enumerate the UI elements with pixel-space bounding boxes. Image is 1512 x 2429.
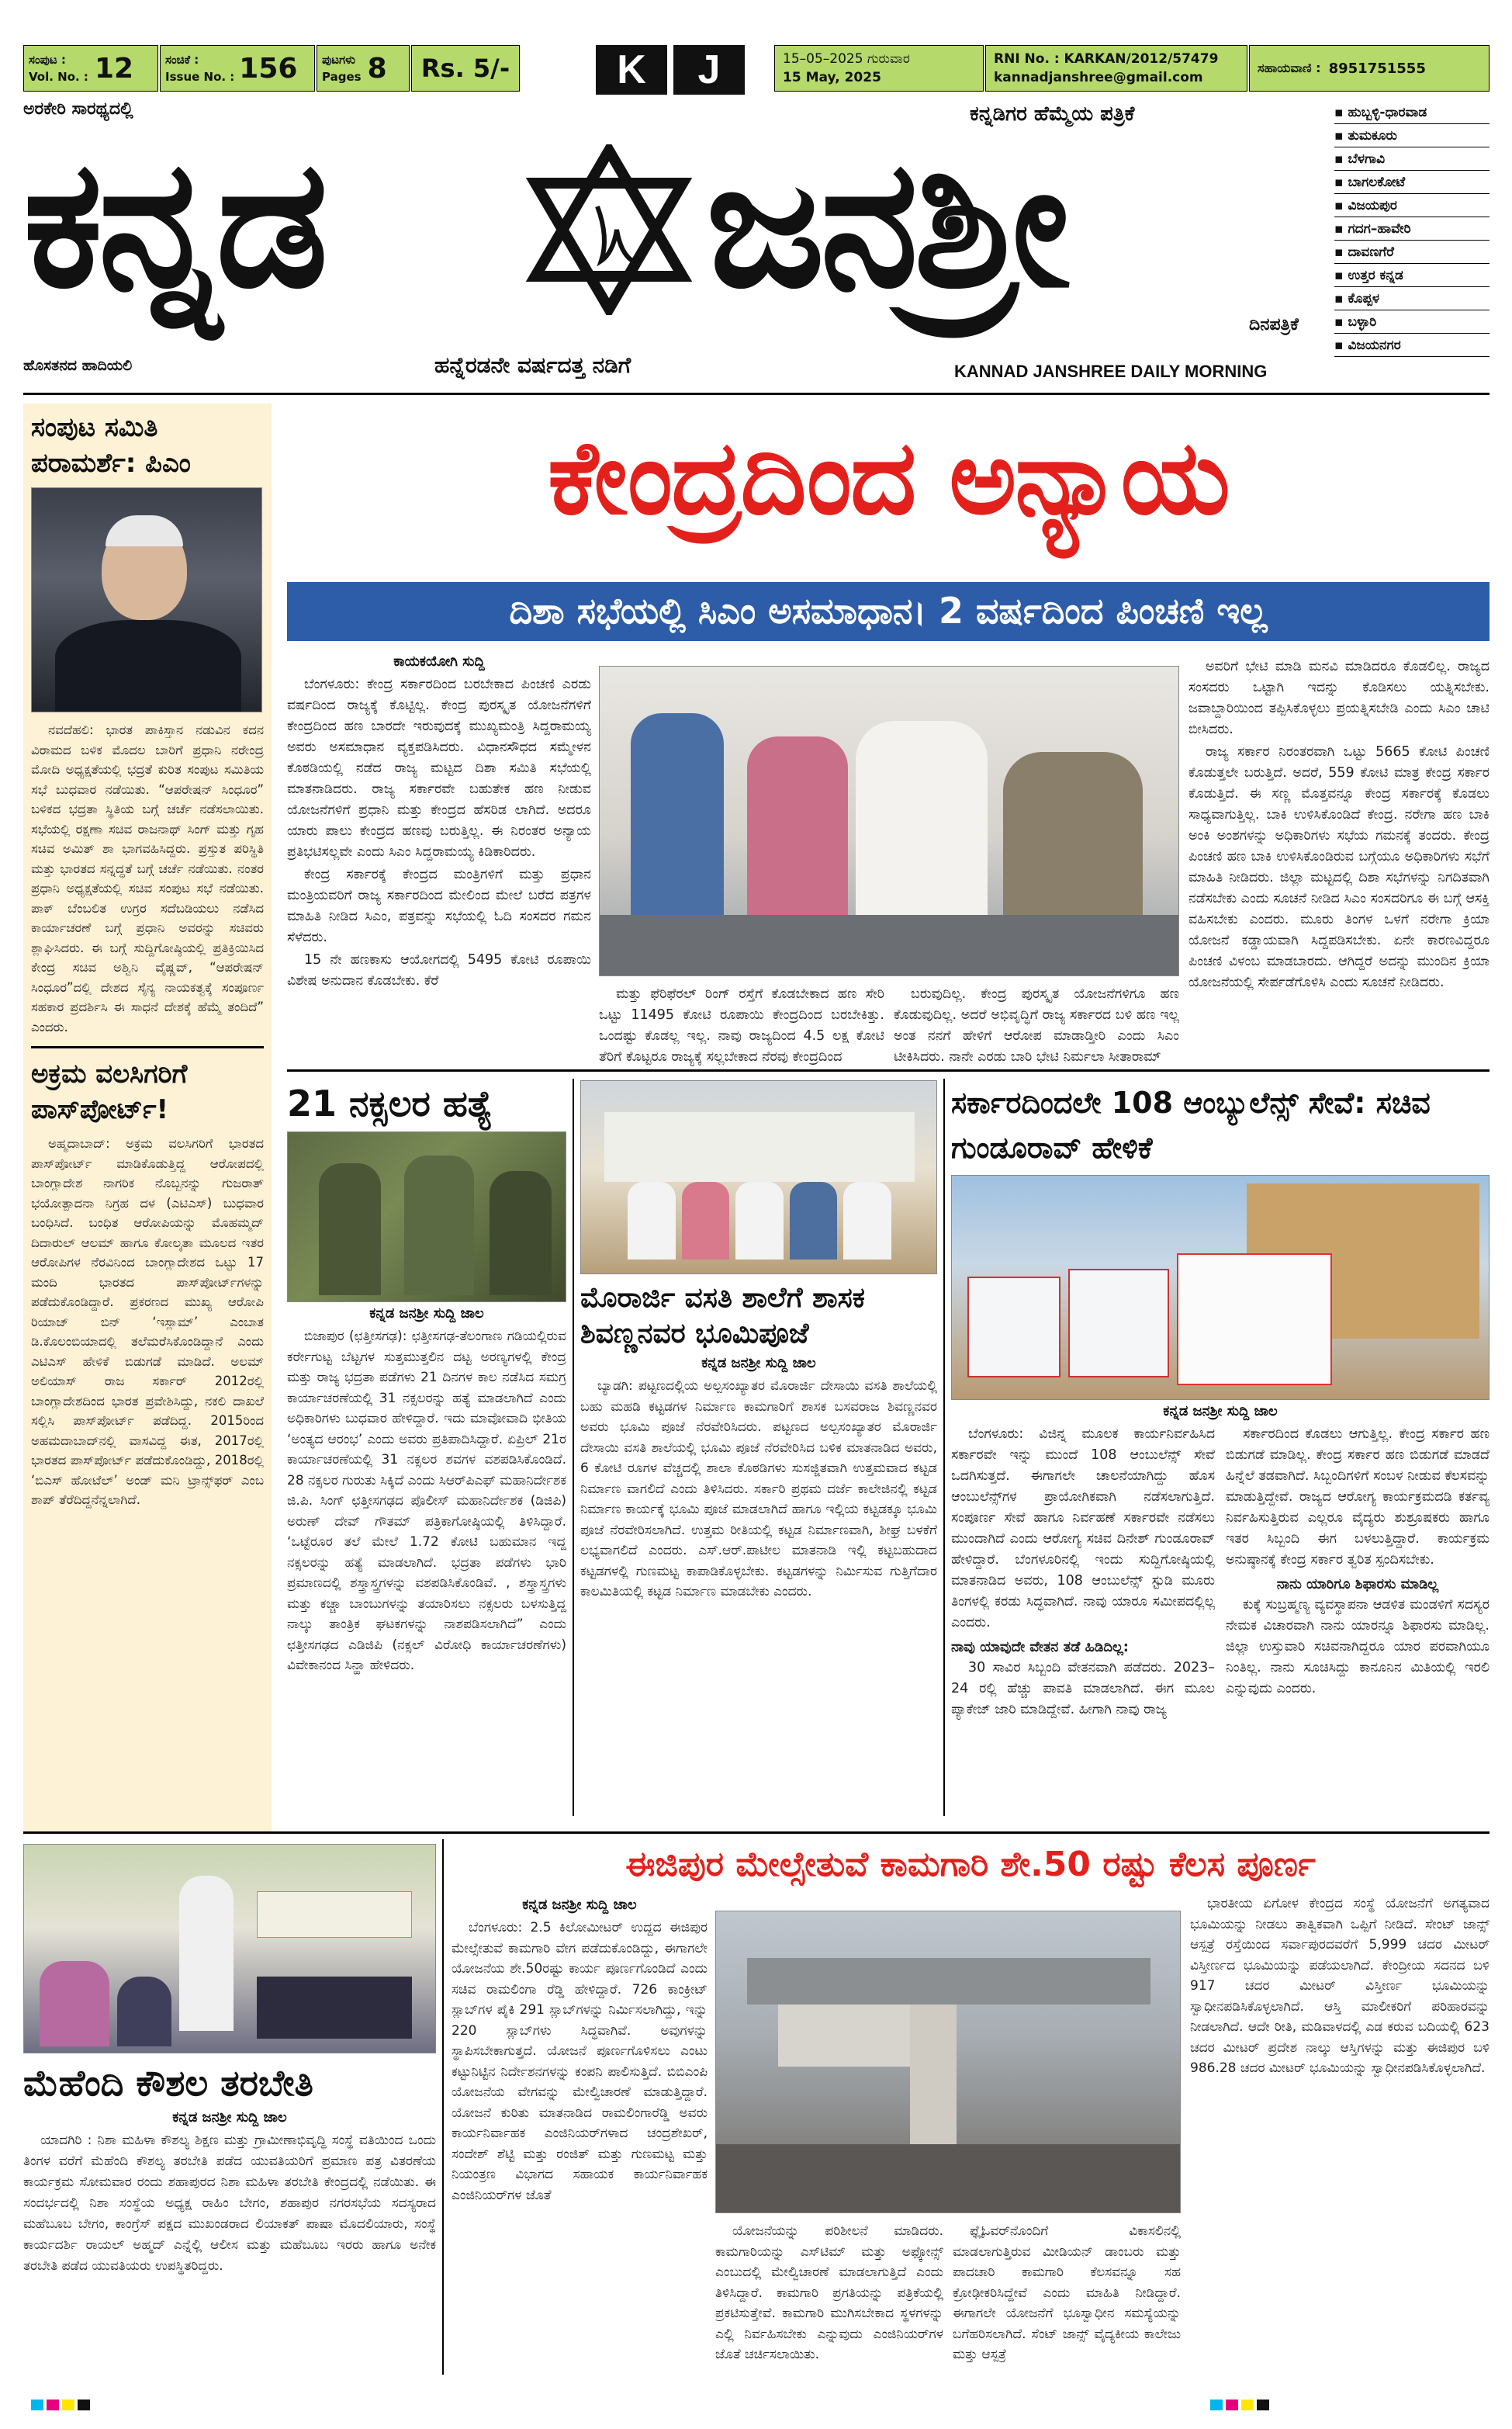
ambulance-para-3: ಸರ್ಕಾರದಿಂದ ಕೊಡಲು ಆಗುತ್ತಿಲ್ಲ. ಕೇಂದ್ರ ಸರ್ಕಾರ ಹಣ ಬಿಡುಗಡೆ ಮಾಡಿಲ್ಲ. ಕೇಂದ್ರ ಸರ್ಕಾರ ಹಣ ಬಿಡುಗಡೆ ಮಾಡದೆ ಹಿನ್ನೆಲೆ ತಡವಾಗಿದೆ. ಸಿಬ್ಬಂದಿಗಳಿಗೆ ಸಂಬಳ ನೀಡುವ ಕೆಲಸವನ್ನು ಮಾಡುತ್ತಿದ್ದೇವೆ. ರಾಜ್ಯದ ಆರೋಗ್ಯ ಕಾರ್ಯಕ್ರಮದಡಿ ಕರ್ತವ್ಯ ನಿರ್ವಹಿಸುತ್ತಿರುವ ಎಲ್ಲರೂ ವೈದ್ಯರು ಶುಶ್ರೂಷಕರು ಹಾಗೂ ಇತರ ಸಿಬ್ಬಂದಿ ಈಗ ಬಳಲುತ್ತಿದ್ದಾರೆ. ಕಾರ್ಯಕ್ರಮ ಅನುಷ್ಠಾನಕ್ಕೆ ಕೇಂದ್ರ ಸರ್ಕಾರ ತ್ವರಿತ ಸ್ಪಂದಿಸಬೇಕು.	[1226, 1426, 1490, 1568]
morarji-story	[580, 1080, 937, 1603]
morarji-divider	[943, 1079, 945, 1816]
edition-item: ▪ ಬಳ್ಳಾರಿ	[1334, 310, 1490, 334]
flyover-title: ಈಜಿಪುರ ಮೇಲ್ಸೇತುವೆ ಕಾಮಗಾರಿ ಶೇ.50 ರಷ್ಟು ಕೆಲಸ ಪೂರ್ಣ	[625, 1845, 1316, 1884]
edition-item: ▪ ತುಮಕೂರು	[1334, 124, 1490, 147]
lead-rule	[287, 1069, 1490, 1072]
price: Rs. 5/-	[420, 54, 510, 83]
lead-col2a: ಮತ್ತು ಫೆರಿಫೆರಲ್ ರಿಂಗ್ ರಸ್ತೆಗೆ ಕೊಡಬೇಕಾದ ಹಣ ಸೇರಿ ಒಟ್ಟು 11495 ಕೋಟಿ ರೂಪಾಯಿ ಕೇಂದ್ರದಿಂದ ಬರಬೇಕಿತ್ತು. ಒಂದಷ್ಟು ಕೊಡಲ್ಲ ಇಲ್ಲ. ನಾವು ರಾಜ್ಯದಿಂದ 4.5 ಲಕ್ಷ ಕೋಟಿ ತೆರಿಗೆ ಕೊಟ್ಟರೂ ರಾಜ್ಯಕ್ಕೆ ಸಲ್ಲಬೇಕಾದ ನೆರವು ಕೇಂದ್ರದಿಂದ	[599, 986, 884, 1065]
right-bottom-tagline: KANNAD JANSHREE DAILY MORNING	[954, 362, 1268, 381]
tagline-right: ಕನ್ನಡಿಗರ ಹೆಮ್ಮೆಯ ಪತ್ರಿಕೆ	[970, 102, 1135, 126]
lead-headline: ಕೇಂದ್ರದಿಂದ ಅನ್ಯಾಯ	[548, 418, 1229, 538]
edition-item: ▪ ಹುಬ್ಬಳ್ಳಿ-ಧಾರವಾಡ	[1334, 101, 1490, 124]
samputa-label: ಸಂಪುಟ :	[29, 53, 66, 67]
story2-body: ಅಹ್ಮದಾಬಾದ್: ಅಕ್ರಮ ವಲಸಿಗರಿಗೆ ಭಾರತದ ಪಾಸ್‌ಪೋರ್ಟ್ ಮಾಡಿಕೊಡುತ್ತಿದ್ದ ಆರೋಪದಲ್ಲಿ ಬಾಂಗ್ಲಾದೇಶ ನಾಗರಿಕ ನೊಬ್ಬನನ್ನು ಗುಜರಾತ್ ಭಯೋತ್ಪಾದನಾ ನಿಗ್ರಹ ದಳ (ಎಟಿಎಸ್) ಬುಧವಾರ ಬಂಧಿಸಿದೆ. ಬಂಧಿತ ಆರೋಪಿಯನ್ನು ಮೊಹಮ್ಮದ್ ದಿದಾರುಲ್ ಆಲಮ್ ಹಾಗೂ ಕೋಲ್ಕತಾ ಮೂಲದ ಇತರ ಆರೋಪಿಗಳ ನೆರವಿನಿಂದ ಬಾಂಗ್ಲಾದೇಶದ ಒಟ್ಟು 17 ಮಂದಿ ಭಾರತದ ಪಾಸ್‌ಪೋರ್ಟ್‌ಗಳನ್ನು ಪಡೆದುಕೊಂಡಿದ್ದಾರೆ. ಪ್ರಕರಣದ ಮುಖ್ಯ ಆರೋಪಿ ರಿಯಾಜ್ ಬಿನ್ ‘ಇಸ್ಲಾಮ್’ ಎಂಬಾತ ಡಿ.ಕೊಲಂಬಿಯಾದಲ್ಲಿ ತಲೆಮರೆಸಿಕೊಂಡಿದ್ದಾನೆ ಎಂದು ಎಟಿಎಸ್ ಹೇಳಿಕೆ ಬಿಡುಗಡೆ ಮಾಡಿದೆ. ಅಲಮ್ ಅಲಿಯಾಸ್ ರಾಜ ಸರ್ಕಾರ್ 2012ರಲ್ಲಿ ಬಾಂಗ್ಲಾದೇಶದಿಂದ ಭಾರತ ಪ್ರವೇಶಿಸಿದ್ದು, ನಕಲಿ ದಾಖಲೆ ಸಲ್ಲಿಸಿ ಪಾಸ್‌ಪೋರ್ಟ್ ಪಡೆದಿದ್ದ. 2015ರಿಂದ ಅಹಮದಾಬಾದ್‌ನಲ್ಲಿ ವಾಸವಿದ್ದ ಈತ, 2017ರಲ್ಲಿ ಭಾರತದ ಪಾಸ್‌ಪೋರ್ಟ್ ಪಡೆದುಕೊಂಡಿದ್ದು, 2018ರಲ್ಲಿ ‘ಬಿಎಸ್ ಹೋಟೆಲ್’ ಅಂಡ್ ಮನಿ ಟ್ರಾನ್ಸ್‌ಫರ್ ಎಂಬ ಶಾಪ್ ತೆರೆದಿದ್ದನೆನ್ನಲಾಗಿದೆ.	[31, 1136, 264, 1507]
registration-marks-left	[31, 2400, 90, 2410]
registration-marks-right	[1210, 2400, 1269, 2410]
pages-box	[317, 45, 410, 92]
lead-byline: ಕಾಯಕಯೋಗಿ ಸುದ್ದಿ	[393, 653, 485, 670]
ambulance-para-1: ಬೆಂಗಳೂರು: ವಿಜಿನ್ನ ಮೂಲಕ ಕಾರ್ಯನಿರ್ವಹಿಸಿದ ಸರ್ಕಾರವೇ ಇನ್ನು ಮುಂದೆ 108 ಆಂಬುಲೆನ್ಸ್ ಸೇವೆ ಒದಗಿಸುತ್ತದೆ. ಈಗಾಗಲೇ ಚಾಲನೆಯಾಗಿದ್ದು ಹೊಸ ಆಂಬುಲೆನ್ಸ್‌ಗಳ ಪ್ರಾಯೋಗಿಕವಾಗಿ ನಡೆಸಲಾಗುತ್ತಿದೆ. ಸಂಪೂರ್ಣ ಸೇವೆ ಹಾಗೂ ನಿರ್ವಹಣೆ ಸರ್ಕಾರವೇ ನಡೆಸಲು ಮುಂದಾಗಿದೆ ಎಂದು ಆರೋಗ್ಯ ಸಚಿವ ದಿನೇಶ್ ಗುಂಡೂರಾವ್ ಹೇಳಿದ್ದಾರೆ. ಬೆಂಗಳೂರಿನಲ್ಲಿ ಇಂದು ಸುದ್ದಿಗೋಷ್ಠಿಯಲ್ಲಿ ಮಾತನಾಡಿದ ಅವರು, 108 ಆಂಬುಲೆನ್ಸ್ ಸ್ಟುಡಿ ಮೂರು ತಿಂಗಳಲ್ಲಿ ಕರಡು ಸಿದ್ಧವಾಗಿದೆ. ನಾವು ಯಾರೂ ಸಮೀಪದಲ್ಲಿಲ್ಲ ಎಂದರು.	[951, 1426, 1215, 1630]
volume-box	[23, 45, 158, 92]
date-english: 15 May, 2025	[783, 70, 881, 85]
issue-label: Issue No. :	[165, 70, 235, 84]
ambulance-para-2: 30 ಸಾವಿರ ಸಿಬ್ಬಂದಿ ವೇತನವಾಗಿ ಪಡೆದರು. 2023–24 ರಲ್ಲಿ ಹೆಚ್ಚು ಪಾವತಿ ಮಾಡಲಾಗಿದೆ. ಈಗ ಮೂಲ ಪ್ಯಾಕೇಜ್ ಜಾರಿ ಮಾಡಿದ್ದೇವೆ. ಹೀಗಾಗಿ ನಾವು ರಾಜ್ಯ	[951, 1660, 1215, 1717]
pages-label: Pages	[322, 70, 362, 84]
contact-number: 8951751555	[1328, 60, 1426, 77]
morarji-body: ಬ್ಯಾಡಗಿ: ಪಟ್ಟಣದಲ್ಲಿಯ ಅಲ್ಪಸಂಖ್ಯಾತರ ಮೊರಾರ್ಜಿ ದೇಸಾಯಿ ವಸತಿ ಶಾಲೆಯಲ್ಲಿ ಬಹು ಮಹಡಿ ಕಟ್ಟಡಗಳ ನಿರ್ಮಾಣ ಕಾಮಗಾರಿಗೆ ಶಾಸಕ ಬಸವರಾಜ ಶಿವಣ್ಣನವರ ಅವರು ಭೂಮಿ ಪೂಜೆ ನೆರವೇರಿಸಿದರು. ಪಟ್ಟಣದ ಅಲ್ಪಸಂಖ್ಯಾತರ ಮೊರಾರ್ಜಿ ದೇಸಾಯಿ ವಸತಿ ಶಾಲೆಯಲ್ಲಿ ಭೂಮಿ ಪೂಜೆ ನೆರವೇರಿಸಿದ ಬಳಿಕ ಮಾತನಾಡಿದ ಅವರು, 6 ಕೋಟಿ ರೂಗಳ ವೆಚ್ಚದಲ್ಲಿ ಶಾಲಾ ಕೊಠಡಿಗಳು ಸುಸಜ್ಜಿತವಾಗಿ ಉತ್ತಮವಾದ ಕಟ್ಟಡ ನಿರ್ಮಾಣ ವಾಗಲಿದೆ ಎಂದು ತಿಳಿಸಿದರು. ಸರ್ಕಾರಿ ಪ್ರಥಮ ದರ್ಜೆ ಕಾಲೇಜಿನಲ್ಲಿ ಕಟ್ಟಡ ನಿರ್ಮಾಣ ಕಾರ್ಯಕ್ಕೆ ಭೂಮಿ ಪೂಜೆ ಮಾಡಲಾಗಿದೆ ಹಾಗೂ ಇಲ್ಲಿಯ ಕಟ್ಟಡಕ್ಕೂ ಭೂಮಿ ಪೂಜೆ ನೆರವೇರಿಸಲಾಗಿದೆ. ಉತ್ತಮ ರೀತಿಯಲ್ಲಿ ಕಟ್ಟಡ ನಿರ್ಮಾಣವಾಗಿ, ಶೀಘ್ರ ಬಳಕೆಗೆ ಲಭ್ಯವಾಗಲಿದೆ ಎಂದರು. ಎಸ್.ಆರ್.ಪಾಟೀಲ ಮಾತನಾಡಿ ಇಲ್ಲಿ ಕಟ್ಟಬಹುದಾದ ಕಟ್ಟಡಗಳಲ್ಲಿ ಗುಣಮಟ್ಟ ಕಾಪಾಡಿಕೊಳ್ಳಬೇಕು. ಕಟ್ಟಡಗಳನ್ನು ನಿರ್ಮಿಸುವ ಗುತ್ತಿಗೆದಾರ ಕಾಲಮಿತಿಯಲ್ಲಿ ಕಟ್ಟಡ ನಿರ್ಮಾಣ ಮಾಡಬೇಕು ಎಂದರು.	[580, 1378, 937, 1599]
lead-col3	[1188, 657, 1490, 995]
title-right: ಜನಶ್ರೀ	[706, 120, 1065, 327]
mehendi-divider	[442, 1839, 444, 2375]
edition-item: ▪ ವಿಜಯಪುರ	[1334, 194, 1490, 217]
morarji-title: ಮೊರಾರ್ಜಿ ವಸತಿ ಶಾಲೆಗೆ ಶಾಸಕ ಶಿವಣ್ಣನವರ ಭೂಮಿಪೂಜೆ	[580, 1282, 865, 1350]
ambulance-title: ಸರ್ಕಾರದಿಂದಲೇ 108 ಆಂಬ್ಯುಲೆನ್ಸ್ ಸೇವೆ: ಸಚಿವ ಗುಂಡೂರಾವ್ ಹೇಳಿಕೆ	[951, 1086, 1431, 1165]
issue-number: 156	[239, 52, 298, 85]
ambulance-story	[951, 1080, 1490, 1722]
mehendi-photo	[23, 1844, 436, 2053]
lead-subhead: ದಿಶಾ ಸಭೆಯಲ್ಲಿ ಸಿಎಂ ಅಸಮಾಧಾನ। 2 ವರ್ಷದಿಂದ ಪಿಂಚಣಿ ಇಲ್ಲ	[509, 590, 1268, 632]
lead-col1	[287, 650, 591, 993]
edition-item: ▪ ಬಾಗಲಕೋಟೆ	[1334, 171, 1490, 194]
date-kannada: 15–05–2025 ಗುರುವಾರ	[783, 51, 910, 67]
lead-col3-para-1: ಅವರಿಗೆ ಭೇಟಿ ಮಾಡಿ ಮನವಿ ಮಾಡಿದರೂ ಕೊಡಲಿಲ್ಲ. ರಾಜ್ಯದ ಸಂಸದರು ಒಟ್ಟಾಗಿ ಇದನ್ನು ಕೊಡಿಸಲು ಯತ್ನಿಸಬೇಕು. ಜವಾಬ್ದಾರಿಯಿಂದ ತಪ್ಪಿಸಿಕೊಳ್ಳಲು ಪ್ರಯತ್ನಿಸಬೇಡಿ ಎಂದು ಸಿಎಂ ಚಾಟಿ ಬೀಸಿದರು.	[1188, 659, 1490, 737]
flyover-col2a: ಯೋಜನೆಯನ್ನು ಪರಿಶೀಲನೆ ಮಾಡಿದರು. ಕಾಮಗಾರಿಯನ್ನು ಎಸ್‌ಟಿಮ್ ಮತ್ತು ಅಫ್ಕೋನ್ಸ್ ಎಂಬುದಲ್ಲಿ ಮೇಲ್ವಿಚಾರಣೆ ಮಾಡಲಾಗುತ್ತಿದೆ ಎಂದು ತಿಳಿಸಿದ್ದಾರೆ. ಕಾಮಗಾರಿ ಪ್ರಗತಿಯನ್ನು ಪತ್ರಿಕೆಯಲ್ಲಿ ಪ್ರಕಟಿಸುತ್ತೇವೆ. ಕಾಮಗಾರಿ ಮುಗಿಸಬೇಕಾದ ಸ್ಥಳಗಳನ್ನು ಎಲ್ಲಿ ನಿರ್ವಹಿಸಬೇಕು ಎನ್ನುವುದು ಎಂಜಿನಿಯರ್‌ಗಳ ಜೊತೆ ಚರ್ಚಿಸಲಾಯಿತು.	[715, 2223, 943, 2362]
mehendi-byline: ಕನ್ನಡ ಜನಶ್ರೀ ಸುದ್ದಿ ಜಾಲ	[172, 2109, 287, 2126]
lead-subhead-bar	[287, 582, 1490, 641]
lead-col3-para-2: ರಾಜ್ಯ ಸರ್ಕಾರ ನಿರಂತರವಾಗಿ ಒಟ್ಟು 5665 ಕೋಟಿ ಪಿಂಚಣಿ ಕೊಡುತ್ತಲೇ ಬರುತ್ತಿದೆ. ಅದರೆ, 559 ಕೋಟಿ ಮಾತ್ರ ಕೇಂದ್ರ ಸರ್ಕಾರ ಕೊಡುತ್ತಿದೆ. ಈ ಸಣ್ಣ ಮೊತ್ತವನ್ನೂ ಕೇಂದ್ರ ಸರ್ಕಾರಕ್ಕೆ ಕೊಡಲು ಸಾಧ್ಯವಾಗುತ್ತಿಲ್ಲ. ಬಾಕಿ ಉಳಿಸಿಕೊಂಡಿದೆ ಕೇಂದ್ರ. ನರೇಗಾ ಹಣ ಬಾಕಿ ಅಂಕಿ ಅಂಶಗಳನ್ನು ಅಧಿಕಾರಿಗಳು ಸಭೆಯ ಗಮನಕ್ಕೆ ತಂದರು. ಕೇಂದ್ರ ಪಿಂಚಣಿ ಹಣ ಬಾಕಿ ಉಳಿಸಿಕೊಂಡಿರುವ ಬಗ್ಗೆಯೂ ಅಧಿಕಾರಿಗಳು ಸಭೆಗೆ ಮಾಹಿತಿ ನೀಡಿದರು. ಜಿಲ್ಲಾ ಮಟ್ಟದಲ್ಲಿ ದಿಶಾ ಸಭೆಗಳನ್ನು ನಿಗದಿತವಾಗಿ ನಡೆಸಬೇಕು ಎಂದು ಸೂಚನೆ ನೀಡಿದ ಸಿಎಂ ಸಂಸದರಿಗೂ ಈ ಬಗ್ಗೆ ಆಸಕ್ತಿ ವಹಿಸಬೇಕು ಎಂದರು. ಮೂರು ತಿಂಗಳ ಒಳಗೆ ನರೇಗಾ ಕ್ರಿಯಾ ಯೋಜನೆ ಕಡ್ಡಾಯವಾಗಿ ಸಿದ್ದಪಡಿಸಬೇಕು. ಏನೇ ಕಾರಣವಿದ್ದರೂ ಪಿಂಚಣಿ ವಿಳಂಬ ಮಾಡಬಾರದು. ಆಗಿದ್ದರೆ ಅದನ್ನು ಮುಂದಿನ ಕ್ರಿಯಾ ಯೋಜನೆಯಲ್ಲಿ ಸೇರ್ಪಡೆಗೊಳಿಸಿ ಎಂದು ಸೂಚನೆ ನೀಡಿದರು.	[1188, 744, 1490, 990]
edition-item: ▪ ದಾವಣಗೆರೆ	[1334, 241, 1490, 264]
center-bottom-tagline: ಹನ್ನೆರಡನೇ ವರ್ಷದತ್ತ ನಡಿಗೆ	[434, 352, 631, 378]
price-box	[411, 45, 520, 92]
morarji-byline: ಕನ್ನಡ ಜನಶ್ರೀ ಸುದ್ದಿ ಜಾಲ	[701, 1355, 816, 1371]
mehendi-story	[23, 1844, 436, 2277]
naxal-body: ಬಿಜಾಪುರ (ಛತ್ತೀಸಗಢ): ಛತ್ತೀಸಗಢ-ತೆಲಂಗಾಣ ಗಡಿಯಲ್ಲಿರುವ ಕರ್ರೇಗುಟ್ಟ ಬೆಟ್ಟಗಳ ಸುತ್ತಮುತ್ತಲಿನ ದಟ್ಟ ಅರಣ್ಯಗಳಲ್ಲಿ ಕೇಂದ್ರ ಮತ್ತು ರಾಜ್ಯ ಭದ್ರತಾ ಪಡೆಗಳು 21 ದಿನಗಳ ಕಾಲ ನಡೆಸಿದ ಸಮಗ್ರ ಕಾರ್ಯಾಚರಣೆಯಲ್ಲಿ 31 ನಕ್ಸಲರನ್ನು ಹತ್ಯೆ ಮಾಡಲಾಗಿದೆ ಎಂದು ಅಧಿಕಾರಿಗಳು ಬುಧವಾರ ಹೇಳಿದ್ದಾರೆ. ಇದು ಮಾವೋವಾದಿ ಭೀತಿಯ ‘ಅಂತ್ಯದ ಆರಂಭ’ ಎಂದು ಅವರು ಪ್ರತಿಪಾದಿಸಿದ್ದಾರೆ. ಏಪ್ರಿಲ್ 21ರ ಕಾರ್ಯಾಚರಣೆಯಲ್ಲಿ 31 ನಕ್ಸಲರ ಶವಗಳ ವಶಪಡಿಸಿಕೊಂಡಿದೆ. 28 ನಕ್ಸಲರ ಗುರುತು ಸಿಕ್ಕಿದೆ ಎಂದು ಸಿಆರ್‌ಪಿಎಫ್ ಮಹಾನಿರ್ದೇಶಕ ಜಿ.ಪಿ. ಸಿಂಗ್ ಛತ್ತೀಸಗಢದ ಪೊಲೀಸ್ ಮಹಾನಿರ್ದೇಶಕ (ಡಿಜಿಪಿ) ಅರುಣ್ ದೇವ್ ಗೌತಮ್ ಪತ್ರಿಕಾಗೋಷ್ಠಿಯಲ್ಲಿ ತಿಳಿಸಿದ್ದಾರೆ. ‘ಒಟ್ಟೆರೂರ ತಲೆ ಮೇಲೆ 1.72 ಕೋಟಿ ಬಹುಮಾನ ಇದ್ದ ನಕ್ಸಲರನ್ನು ಹತ್ಯೆ ಮಾಡಲಾಗಿದೆ. ಭದ್ರತಾ ಪಡೆಗಳು ಭಾರಿ ಪ್ರಮಾಣದಲ್ಲಿ ಶಸ್ತ್ರಾಸ್ತ್ರಗಳನ್ನು ವಶಪಡಿಸಿಕೊಂಡಿವೆ. , ಶಸ್ತ್ರಾಸ್ತ್ರಗಳು ಮತ್ತು ಕಚ್ಚಾ ಬಾಂಬುಗಳನ್ನು ತಯಾರಿಸಲು ನಕ್ಸಲರು ಬಳಸುತ್ತಿದ್ದ ನಾಲ್ಕು ತಾಂತ್ರಿಕ ಘಟಕಗಳನ್ನು ನಾಶಪಡಿಸಲಾಗಿದೆ” ಎಂದು ಛತ್ತೀಸಗಢದ ಎಡಿಜಿಪಿ (ನಕ್ಸಲ್ ವಿರೋಧಿ ಕಾರ್ಯಾಚರಣೆಗಳು) ವಿವೇಕಾನಂದ ಸಿನ್ಹಾ ಹೇಳಿದರು.	[287, 1329, 567, 1673]
mehendi-body: ಯಾದಗಿರಿ : ನಿಶಾ ಮಹಿಳಾ ಕೌಶಲ್ಯ ಶಿಕ್ಷಣ ಮತ್ತು ಗ್ರಾಮೀಣಾಭಿವೃದ್ಧಿ ಸಂಸ್ಥೆ ವತಿಯಿಂದ ಒಂದು ತಿಂಗಳ ವರೆಗೆ ಮೆಹೆಂದಿ ಕೌಶಲ್ಯ ತರಬೇತಿ ಪಡೆದ ಯುವತಿಯರಿಗೆ ಪ್ರಮಾಣ ಪತ್ರ ವಿತರಣೆಯ ಕಾರ್ಯಕ್ರಮ ಸೋಮವಾರ ರಂದು ಶಹಾಪುರದ ನಿಶಾ ಮಹಿಳಾ ತರಬೇತಿ ಕೇಂದ್ರದಲ್ಲಿ ನಡೆಯಿತು. ಈ ಸಂದರ್ಭದಲ್ಲಿ ನಿಶಾ ಸಂಸ್ಥೆಯ ಅಧ್ಯಕ್ಷ ರಾಹಿಂ ಬೇಗಂ, ಶಹಾಪುರ ನಗರಸಭೆಯ ಸದಸ್ಯರಾದ ಮಹೆಬೂಬ ಬೇಗಂ, ಕಾಂಗ್ರೆಸ್ ಪಕ್ಷದ ಮುಖಂಡರಾದ ಲಿಯಾಕತ್ ಪಾಷಾ ಮೊದಲಿಯಾರು, ಸಂಸ್ಥೆ ಕಾರ್ಯದರ್ಶಿ ರಾಯಲ್ ಅಹ್ಮದ್ ಎನ್ನೆಲ್ಲಿ ಆಲೀಸ ಮತ್ತು ಮಹೆಬೂಬ ಇರರು ಹಾಗೂ ಅನೇಕ ತರಬೇತಿ ಪಡೆದ ಯುವತಿಯರು ಉಪಸ್ಥಿತರಿದ್ದರು.	[23, 2133, 436, 2274]
flyover-photo	[715, 1911, 1181, 2213]
disha-meeting-photo	[599, 666, 1179, 976]
email: kannadjanshree@gmail.com	[994, 70, 1203, 85]
sidebar	[23, 404, 272, 1831]
flyover-col3: ಭಾರತೀಯ ಏಗೋಳ ಕೇಂದ್ರದ ಸಂಸ್ಥೆ ಯೋಜನೆಗೆ ಅಗತ್ಯವಾದ ಭೂಮಿಯನ್ನು ನೀಡಲು ತಾತ್ವಿಕವಾಗಿ ಒಪ್ಪಿಗೆ ನೀಡಿದೆ. ಸೇಂಟ್ ಜಾನ್ಸ್ ಆಸ್ಪತ್ರೆ ರಸ್ತೆಯಿಂದ ಸರ್ವಾಪುರದವರೆಗೆ 5,999 ಚದರ ಮೀಟರ್ ವಿಸ್ತೀರ್ಣದ ಭೂಮಿಯನ್ನು ಪಡೆಯಲಾಗಿದೆ. ಕೇಂದ್ರೀಯ ಸದನದ ಬಳಿ 917 ಚದರ ಮೀಟರ್ ವಿಸ್ತೀರ್ಣ ಭೂಮಿಯನ್ನು ಸ್ವಾಧೀನಪಡಿಸಿಕೊಳ್ಳಲಾಗಿದೆ. ಆಸ್ತಿ ಮಾಲೀಕರಿಗೆ ಪರಿಹಾರವನ್ನು ನೀಡಲಾಗಿದೆ. ಆದೇ ರೀತಿ, ಮಡಿವಾಳದಲ್ಲಿ ಎಡ ಕರುವ ಬದಿಯಲ್ಲಿ 623 ಚದರ ಮೀಟರ್ ಪ್ರದೇಶ ನಾಲ್ಕು ಆಸ್ತಿಗಳನ್ನು ಮತ್ತು ಈಜಿಪುರ ಬಳಿ 986.28 ಚದರ ಮೀಟರ್ ಭೂಮಿಯನ್ನು ಸ್ವಾಧೀನಪಡಿಸಿಕೊಳ್ಳಲಾಗಿದೆ.	[1190, 1896, 1490, 2076]
vol-label: Vol. No. :	[29, 70, 88, 84]
lead-para-3: 15 ನೇ ಹಣಕಾಸು ಆಯೋಗದಲ್ಲಿ 5495 ಕೋಟಿ ರೂಪಾಯಿ ವಿಶೇಷ ಅನುದಾನ ಕೊಡಬೇಕು. ಕೆರೆ	[287, 952, 591, 989]
story1-title: ಸಂಪುಟ ಸಮಿತಿ ಪರಾಮರ್ಶೆ: ಪಿಎಂ	[31, 412, 191, 479]
ambulance-subhead-1: ನಾವು ಯಾವುದೇ ವೇತನ ತಡೆ ಹಿಡಿದಿಲ್ಲ:	[951, 1639, 1130, 1655]
rni-box	[985, 45, 1247, 92]
naxal-byline: ಕನ್ನಡ ಜನಶ್ರೀ ಸುದ್ದಿ ಜಾಲ	[369, 1305, 484, 1322]
story2-title: ಅಕ್ರಮ ವಲಸಿಗರಿಗೆ ಪಾಸ್‌ಪೋರ್ಟ್!	[31, 1059, 188, 1125]
bottom-rule	[23, 1831, 1490, 1834]
kj-logo-j: J	[673, 45, 745, 95]
edition-item: ▪ ಕೊಪ್ಪಳ	[1334, 287, 1490, 310]
flyover-para-1: ಬೆಂಗಳೂರು: 2.5 ಕಿಲೋಮೀಟರ್ ಉದ್ದದ ಈಜಿಪುರ ಮೇಲ್ಸೇತುವೆ ಕಾಮಗಾರಿ ವೇಗ ಪಡೆದುಕೊಂಡಿದ್ದು, ಈಗಾಗಲೇ ಯೋಜನೆಯ ಶೇ.50ರಷ್ಟು ಕಾರ್ಯ ಪೂರ್ಣಗೊಂಡಿದೆ ಎಂದು ಸಚಿವ ರಾಮಲಿಂಗಾ ರೆಡ್ಡಿ ಹೇಳಿದ್ದಾರೆ. 726 ಕಾಂಕ್ರೀಟ್ ಸ್ಲಾಬ್‌ಗಳ ಪೈಕಿ 291 ಸ್ಲಾಬ್‌ಗಳನ್ನು ನಿರ್ಮಿಸಲಾಗಿದ್ದು, ಇನ್ನು 220 ಸ್ಲಾಬ್‌ಗಳು ಸಿದ್ಧವಾಗಿವೆ. ಅವುಗಳನ್ನು ಸ್ಥಾಪಿಸಬೇಕಾಗುತ್ತದೆ. ಯೋಜನೆ ಪೂರ್ಣಗೊಳಿಸಲು ಎಂಟು ಕಟ್ಟುನಿಟ್ಟಿನ ನಿರ್ದೇಶನಗಳನ್ನು ಕಂಪನಿ ಪಾಲಿಸುತ್ತಿದೆ. ಬಿಬಿಎಂಪಿ ಯೋಜನೆಯ ವೇಗವನ್ನು ಮೇಲ್ವಿಚಾರಣೆ ಮಾಡುತ್ತಿದ್ದಾರೆ. ಯೋಜನೆ ಕುರಿತು ಮಾತನಾಡಿದ ರಾಮಲಿಂಗಾರೆಡ್ಡಿ ಅವರು ಕಾರ್ಯನಿರ್ವಾಹಕ ಎಂಜಿನಿಯರ್‌ಗಳಾದ ಚಂದ್ರಶೇಖರ್, ಸಂದೇಶ್ ಶೆಟ್ಟಿ ಮತ್ತು ರಂಜಿತ್ ಮತ್ತು ಗುಣಮಟ್ಟ ಮತ್ತು ನಿಯಂತ್ರಣ ವಿಭಾಗದ ಸಹಾಯಕ ಕಾರ್ಯನಿರ್ವಾಹಕ ಎಂಜಿನಿಯರ್‌ಗಳ ಜೊತೆ	[452, 1920, 708, 2203]
vol-number: 12	[94, 52, 134, 85]
edition-item: ▪ ಗದಗ–ಹಾವೇರಿ	[1334, 217, 1490, 241]
ambulance-para-4: ಕುಕ್ಕೆ ಸುಬ್ರಹ್ಮಣ್ಯ ವ್ಯವಸ್ಥಾಪನಾ ಆಡಳಿತ ಮಂಡಳಿಗೆ ಸದಸ್ಯರ ನೇಮಕ ವಿಚಾರವಾಗಿ ನಾನು ಯಾರನ್ನೂ ಶಿಫಾರಸು ಮಾಡಿಲ್ಲ. ಜಿಲ್ಲಾ ಉಸ್ತುವಾರಿ ಸಚಿವನಾಗಿದ್ದರೂ ಯಾರ ಪರವಾಗಿಯೂ ನಿಂತಿಲ್ಲ. ನಾನು ಸೂಚಿಸಿದ್ದು ಕಾನೂನಿನ ಮಿತಿಯಲ್ಲಿ ಇರಲಿ ಎನ್ನುವುದು ಎಂದರು.	[1226, 1597, 1490, 1696]
bhoomi-pooja-photo	[580, 1080, 937, 1274]
masthead-rule	[23, 393, 1490, 395]
left-bottom-tagline: ಹೊಸತನದ ಹಾದಿಯಲಿ	[23, 357, 133, 374]
kj-logo	[596, 45, 751, 95]
mehendi-title: ಮೆಹೆಂದಿ ಕೌಶಲ ತರಬೇತಿ	[23, 2062, 313, 2104]
pages-number: 8	[367, 52, 387, 85]
sanchike-label: ಸಂಚಿಕೆ :	[165, 53, 199, 67]
ambulance-byline: ಕನ್ನಡ ಜನಶ್ರೀ ಸುದ್ದಿ ಜಾಲ	[1163, 1403, 1278, 1419]
dinapatrike: ದಿನಪತ್ರಿಕೆ	[1249, 315, 1299, 334]
ambulance-subhead-2: ನಾನು ಯಾರಿಗೂ ಶಿಫಾರಸು ಮಾಡಿಲ್ಲ	[1276, 1576, 1439, 1592]
pages-kn-label: ಪುಟಗಳು	[322, 53, 356, 67]
story1-body: ನವದೆಹಲಿ: ಭಾರತ ಪಾಕಿಸ್ತಾನ ನಡುವಿನ ಕದನ ವಿರಾಮದ ಬಳಿಕ ಮೊದಲ ಬಾರಿಗೆ ಪ್ರಧಾನಿ ನರೇಂದ್ರ ಮೋದಿ ಅಧ್ಯಕ್ಷತೆಯಲ್ಲಿ ಭದ್ರತೆ ಕುರಿತ ಸಂಪುಟ ಸಮಿತಿಯ ಸಭೆ ಬುಧವಾರ ನಡೆಯಿತು. “ಆಪರೇಷನ್ ಸಿಂಧೂರ” ಬಳಿಕದ ಭದ್ರತಾ ಸ್ಥಿತಿಯ ಬಗ್ಗೆ ಚರ್ಚೆ ನಡೆಸಲಾಯಿತು. ಸಭೆಯಲ್ಲಿ ರಕ್ಷಣಾ ಸಚಿವ ರಾಜನಾಥ್ ಸಿಂಗ್ ಮತ್ತು ಗೃಹ ಸಚಿವ ಅಮಿತ್ ಶಾ ಭಾಗವಹಿಸಿದ್ದರು. ಪ್ರಸ್ತುತ ಪರಿಸ್ಥಿತಿ ಮತ್ತು ಭಾರತದ ಸನ್ನದ್ಧತೆ ಬಗ್ಗೆ ಚರ್ಚೆ ನಡೆಯಿತು. ನಂತರ ಪ್ರಧಾನಿ ಅಧ್ಯಕ್ಷತೆಯಲ್ಲಿ ಸಚಿವ ಸಂಪುಟ ಸಭೆ ನಡೆಯಿತು. ಪಾಕ್ ಬೆಂಬಲಿತ ಉಗ್ರರ ಸದೆಬಡಿಯಲು ನಡೆಸಿದ ಕಾರ್ಯಾಚರಣೆ ಬಗ್ಗೆ ಪ್ರಧಾನಿ ಅವರನ್ನು ಸಚಿವರು ಶ್ಲಾಘಿಸಿದರು. ಈ ಬಗ್ಗೆ ಸುದ್ದಿಗೋಷ್ಠಿಯಲ್ಲಿ ಪ್ರತಿಕ್ರಿಯಿಸಿದ ಕೇಂದ್ರ ಸಚಿವ ಅಶ್ವಿನಿ ವೈಷ್ಣವ್, “ಆಪರೇಷನ್ ಸಿಂಧೂರ”ದಲ್ಲಿ ದೇಶದ ಸೈನ್ಯ ನಾಯಕತ್ವಕ್ಕೆ ಸಂಪೂರ್ಣ ಸಹಕಾರ ಪ್ರದರ್ಶಿಸಿ ಈ ಸಾಧನೆ ದೇಶಕ್ಕೆ ಹೆಮ್ಮೆ ತಂದಿದೆ” ಎಂದರು.	[31, 722, 264, 1034]
star-of-david-icon	[524, 144, 694, 315]
edition-item: ▪ ವಿಜಯನಗರ	[1334, 334, 1490, 357]
naxal-story	[287, 1079, 566, 1676]
editions-panel	[1334, 101, 1490, 357]
naxal-title: 21 ನಕ್ಸಲರ ಹತ್ಯೆ	[287, 1083, 493, 1124]
lead-para-2: ಕೇಂದ್ರ ಸರ್ಕಾರಕ್ಕೆ ಕೇಂದ್ರದ ಮಂತ್ರಿಗಳಿಗೆ ಮತ್ತು ಪ್ರಧಾನ ಮಂತ್ರಿಯವರಿಗೆ ರಾಜ್ಯ ಸರ್ಕಾರದಿಂದ ಮೇಲಿಂದ ಮೇಲೆ ಬರೆದ ಪತ್ರಗಳ ಮಾಹಿತಿ ನೀಡಿದ ಸಿಎಂ, ಪತ್ರವನ್ನು ಸಭೆಯಲ್ಲಿ ಓದಿ ಸಂಸದರ ಗಮನ ಸೆಳೆದರು.	[287, 867, 591, 945]
rni-number: RNI No. : KARKAN/2012/57479	[994, 51, 1219, 67]
lead-col2b: ಬರುವುದಿಲ್ಲ. ಕೇಂದ್ರ ಪುರಸ್ಕೃತ ಯೋಜನೆಗಳಿಗೂ ಹಣ ಕೊಡುವುದಿಲ್ಲ. ಅದರೆ ಅಭಿವೃದ್ಧಿಗೆ ರಾಜ್ಯ ಸರ್ಕಾರದ ಬಳಿ ಹಣ ಇಲ್ಲ ಅಂತ ನನಗೆ ಹೇಳಿಗೆ ಆರೋಪ ಮಾಡಾಡ್ತೀರಿ ಎಂದು ಸಿಎಂ ಟೀಕಿಸಿದರು. ನಾನೇ ಎರಡು ಬಾರಿ ಭೇಟಿ ನಿರ್ಮಲಾ ಸೀತಾರಾಮ್	[894, 986, 1179, 1065]
edition-item: ▪ ಉತ್ತರ ಕನ್ನಡ	[1334, 264, 1490, 287]
masthead	[23, 45, 1490, 394]
ambulance-photo	[951, 1175, 1490, 1400]
tagline-top: ಅರಕೇರಿ ಸಾರಥ್ಯದಲ್ಲಿ	[23, 99, 133, 119]
modi-photo	[31, 487, 262, 712]
naxal-divider	[573, 1079, 574, 1816]
flyover-col1	[452, 1894, 708, 2206]
date-box	[774, 45, 984, 92]
edition-item: ▪ ಬೆಳಗಾವಿ	[1334, 147, 1490, 171]
kj-logo-k: K	[596, 45, 667, 95]
flyover-col2b: ಫ್ಲೈಓವರ್‌ನೊಂದಿಗೆ ವಿಕಾಸಲಿನಲ್ಲಿ ಮಾಡಲಾಗುತ್ತಿರುವ ಮೀಡಿಯನ್ ಡಾಂಬರು ಮತ್ತು ಪಾದಚಾರಿ ಕಾಮಗಾರಿ ಕೆಲಸವನ್ನೂ ಸಹ ಕ್ರೋಢೀಕರಿಸಿದ್ದೇವೆ ಎಂದು ಮಾಹಿತಿ ನೀಡಿದ್ದಾರೆ. ಈಗಾಗಲೇ ಯೋಜನೆಗೆ ಭೂಸ್ವಾಧೀನ ಸಮಸ್ಯೆಯನ್ನು ಬಗೆಹರಿಸಲಾಗಿದೆ. ಸೆಂಟ್ ಜಾನ್ಸ್ ವೈದ್ಯಕೀಯ ಕಾಲೇಜು ಮತ್ತು ಆಸ್ಪತ್ರೆ	[953, 2223, 1181, 2362]
issue-box	[160, 45, 315, 92]
lead-para-1: ಬೆಂಗಳೂರು: ಕೇಂದ್ರ ಸರ್ಕಾರದಿಂದ ಬರಬೇಕಾದ ಪಿಂಚಣಿ ಎರಡು ವರ್ಷದಿಂದ ರಾಜ್ಯಕ್ಕೆ ಕೊಟ್ಟಿಲ್ಲ. ಕೇಂದ್ರ ಪುರಸ್ಕೃತ ಯೋಜನೆಗಳಿಗೆ ಕೇಂದ್ರದಿಂದ ಹಣ ಬಾರದೇ ಇರುವುದಕ್ಕೆ ಮುಖ್ಯಮಂತ್ರಿ ಸಿದ್ದರಾಮಯ್ಯ ಅವರು ಅಸಮಾಧಾನ ವ್ಯಕ್ತಪಡಿಸಿದರು. ವಿಧಾನಸೌಧದ ಸಮ್ಮೇಳನ ಕೊಠಡಿಯಲ್ಲಿ ನಡೆದ ರಾಜ್ಯ ಮಟ್ಟದ ದಿಶಾ ಸಮಿತಿ ಸಭೆಯಲ್ಲಿ ಮಾತನಾಡಿದರು. ರಾಜ್ಯ ಸರ್ಕಾರವೇ ಬಹುತೇಕ ಹಣ ನೀಡುವ ಯೋಜನೆಗಳಿಗೆ ಪ್ರಧಾನಿ ಮತ್ತು ಕೇಂದ್ರದ ಹೆಸರಿಡ ಲಾಗಿದೆ. ಅದರೂ ಯಾರು ಪಾಲು ಕೇಂದ್ರದ ಹಣವು ಬರುತ್ತಿಲ್ಲ. ಈ ನಿರಂತರ ಅನ್ಯಾಯ ಪ್ರತಿಭಟಿಸಲ್ಲವೇ ಎಂದು ಸಿಎಂ ಸಿದ್ದರಾಮಯ್ಯ ಕಿಡಿಕಾರಿದರು.	[287, 677, 591, 860]
flyover-byline: ಕನ್ನಡ ಜನಶ್ರೀ ಸುದ್ದಿ ಜಾಲ	[522, 1897, 637, 1913]
title-left: ಕನ್ನಡ	[23, 120, 324, 327]
contact-box	[1249, 45, 1490, 92]
contact-label: ಸಹಾಯವಾಣಿ :	[1258, 61, 1321, 75]
soldiers-photo	[287, 1131, 566, 1302]
